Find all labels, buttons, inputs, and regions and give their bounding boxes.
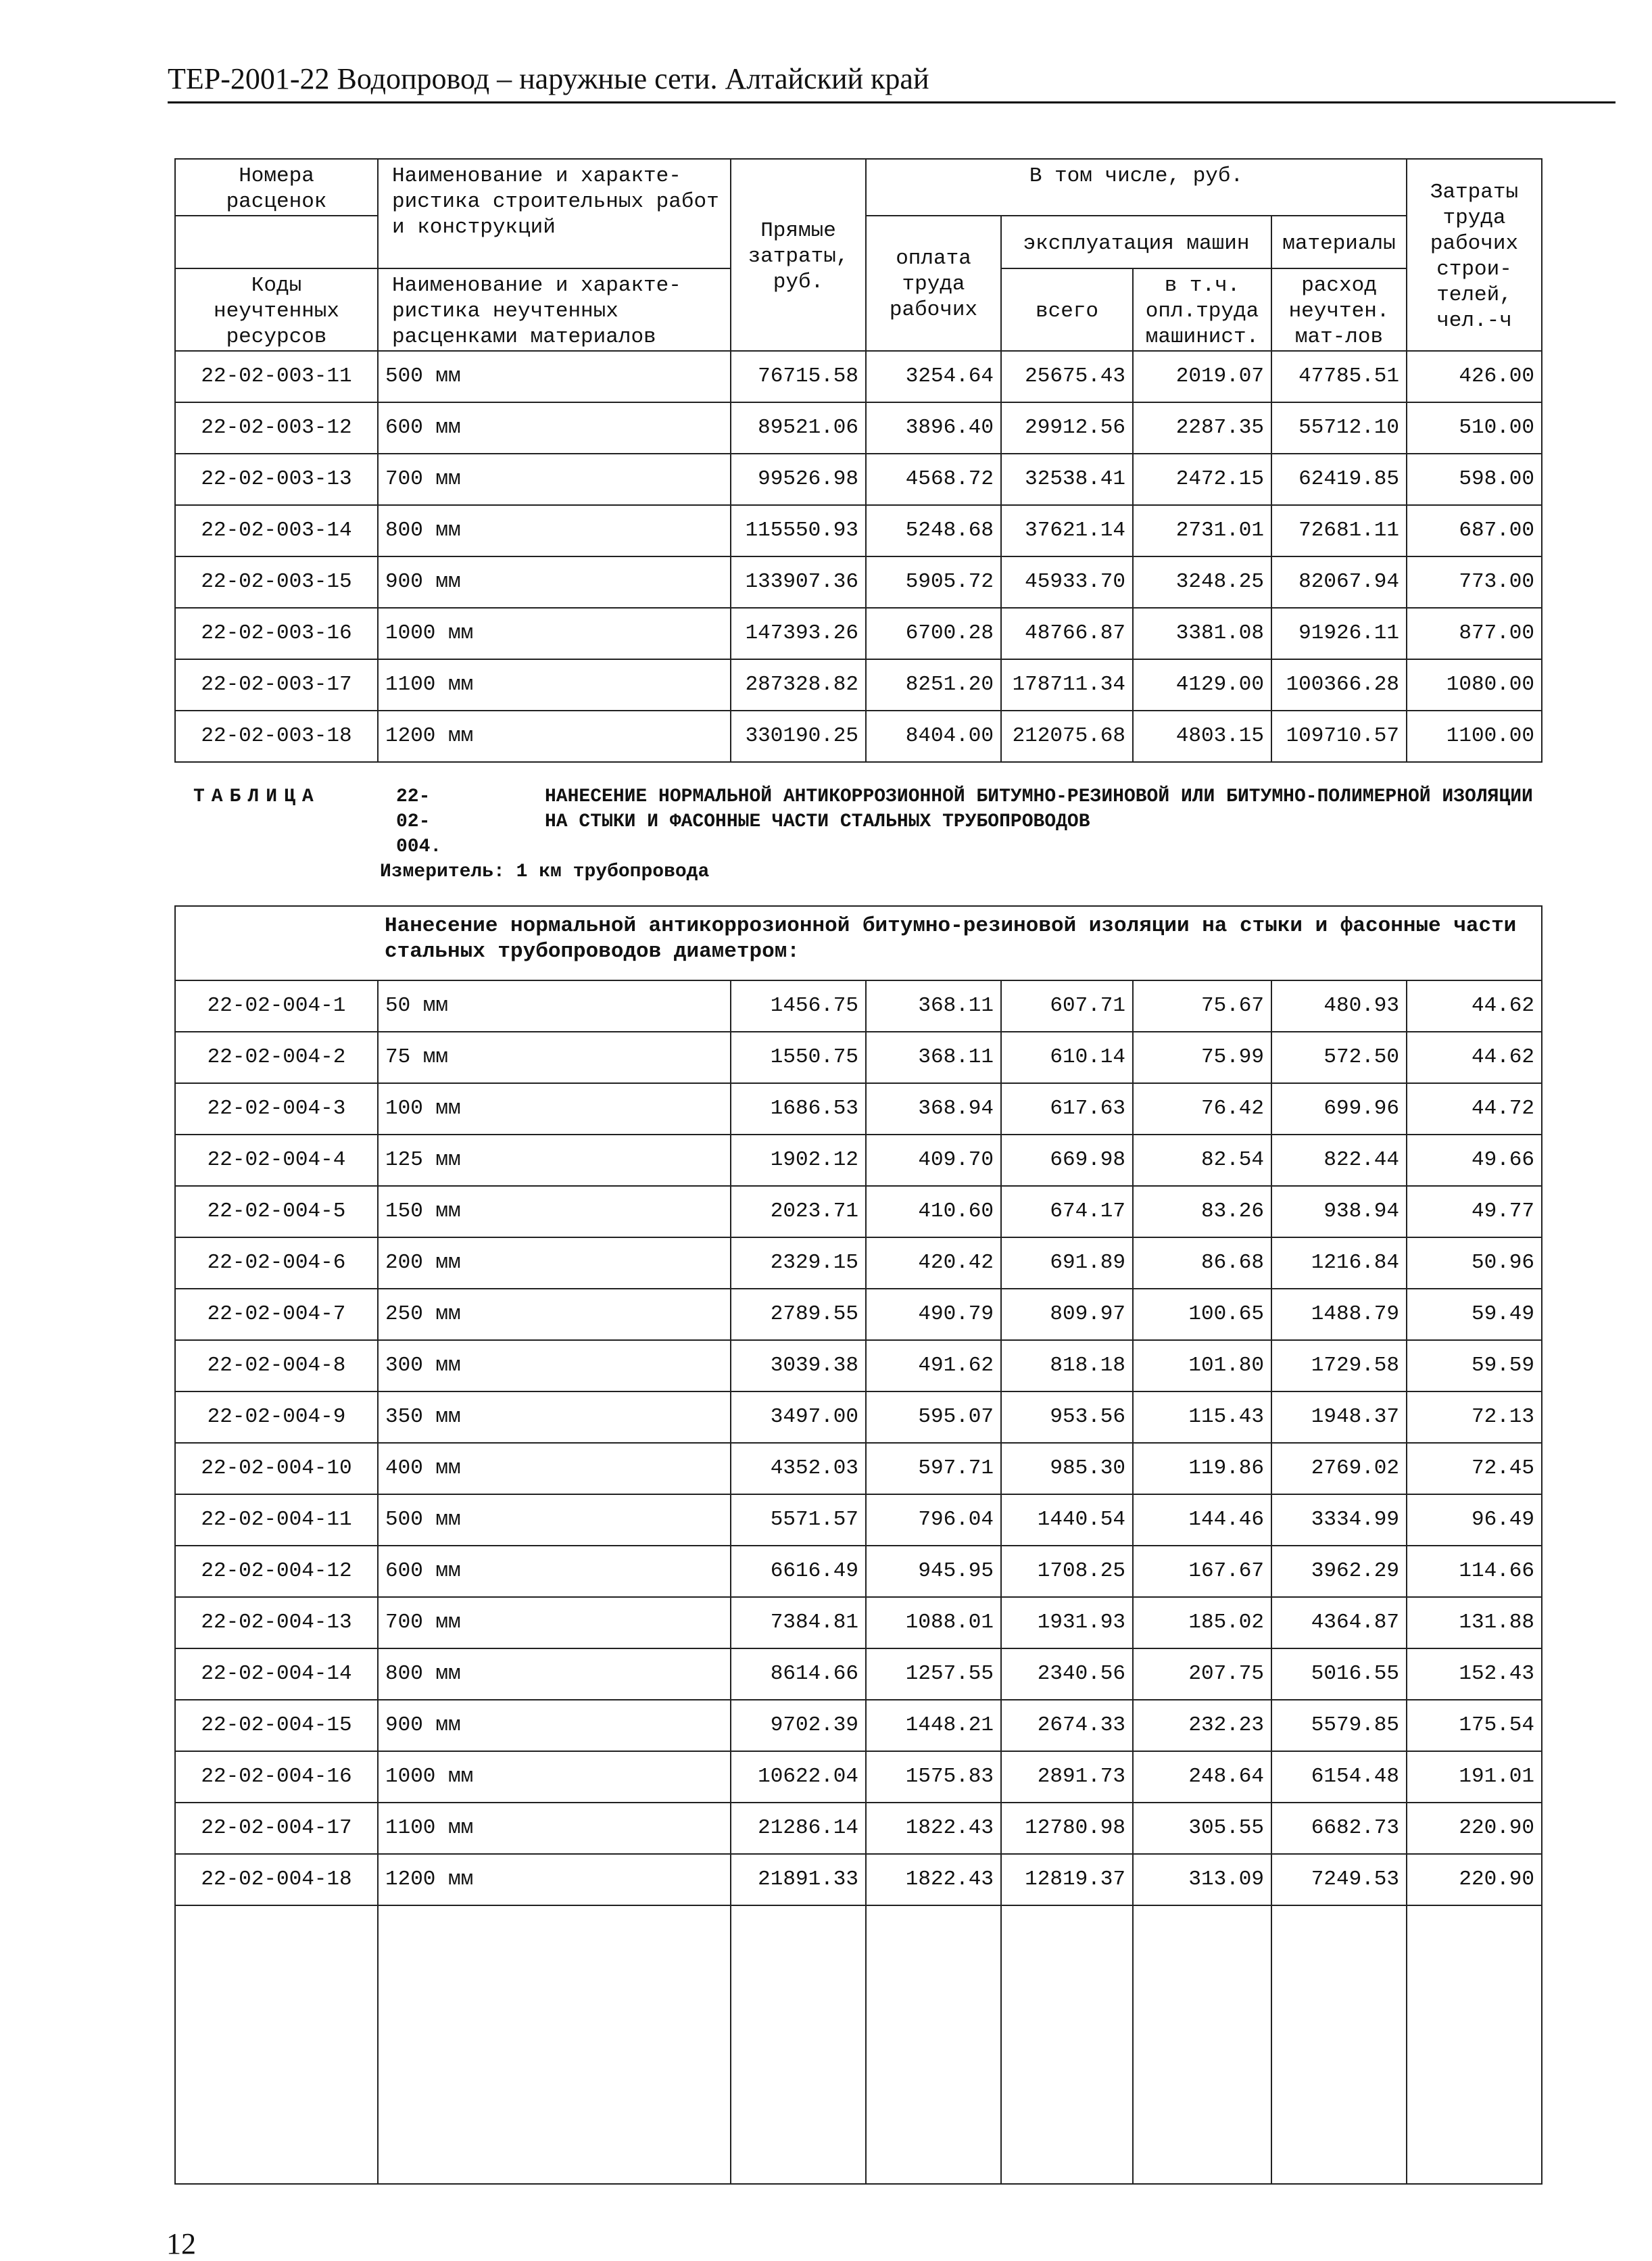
rate-name-cell: 700 мм <box>378 1597 731 1648</box>
section-spacer <box>175 906 378 980</box>
machines-labor-cell: 75.99 <box>1133 1032 1271 1083</box>
labor-hours-cell: 877.00 <box>1407 608 1542 659</box>
machines-labor-cell: 2472.15 <box>1133 454 1271 505</box>
rate-code-cell: 22-02-003-15 <box>175 556 378 608</box>
machines-total-cell: 985.30 <box>1001 1443 1133 1494</box>
empty-cell <box>866 1905 1001 2184</box>
labor-hours-cell: 1100.00 <box>1407 711 1542 762</box>
materials-cell: 7249.53 <box>1271 1854 1407 1905</box>
rate-name-cell: 800 мм <box>378 505 731 556</box>
rate-code-cell: 22-02-004-3 <box>175 1083 378 1135</box>
rate-name-cell: 1000 мм <box>378 1751 731 1803</box>
labor-pay-cell: 491.62 <box>866 1340 1001 1391</box>
labor-pay-cell: 368.11 <box>866 1032 1001 1083</box>
machines-labor-cell: 76.42 <box>1133 1083 1271 1135</box>
table-row <box>175 1751 1542 1803</box>
rate-code-cell: 22-02-004-8 <box>175 1340 378 1391</box>
materials-cell: 822.44 <box>1271 1135 1407 1186</box>
machines-labor-cell: 2731.01 <box>1133 505 1271 556</box>
machines-labor-cell: 248.64 <box>1133 1751 1271 1803</box>
empty-cell <box>378 1905 731 2184</box>
header-direct-costs: Прямые затраты, руб. <box>731 159 866 351</box>
direct-costs-cell: 2329.15 <box>731 1237 866 1289</box>
machines-labor-cell: 115.43 <box>1133 1391 1271 1443</box>
rate-code-cell: 22-02-004-13 <box>175 1597 378 1648</box>
materials-cell: 72681.11 <box>1271 505 1407 556</box>
rate-code-cell: 22-02-004-17 <box>175 1803 378 1854</box>
rate-name-cell: 300 мм <box>378 1340 731 1391</box>
machines-total-cell: 178711.34 <box>1001 659 1133 711</box>
labor-pay-cell: 368.94 <box>866 1083 1001 1135</box>
machines-total-cell: 2891.73 <box>1001 1751 1133 1803</box>
header-code-top: Номера расценок <box>175 159 378 216</box>
rate-code-cell: 22-02-004-11 <box>175 1494 378 1546</box>
materials-cell: 100366.28 <box>1271 659 1407 711</box>
machines-total-cell: 1708.25 <box>1001 1546 1133 1597</box>
table-row <box>175 711 1542 762</box>
header-including: В том числе, руб. <box>866 159 1407 216</box>
header-name-top: Наименование и характе-ристика строительных работ и конструкций <box>378 159 731 268</box>
materials-cell: 3962.29 <box>1271 1546 1407 1597</box>
labor-hours-cell: 510.00 <box>1407 402 1542 454</box>
direct-costs-cell: 21286.14 <box>731 1803 866 1854</box>
machines-total-cell: 674.17 <box>1001 1186 1133 1237</box>
table-row <box>175 659 1542 711</box>
rate-code-cell: 22-02-004-15 <box>175 1700 378 1751</box>
table2-section <box>175 906 1542 980</box>
materials-cell: 1488.79 <box>1271 1289 1407 1340</box>
materials-cell: 572.50 <box>1271 1032 1407 1083</box>
caption-title: НАНЕСЕНИЕ НОРМАЛЬНОЙ АНТИКОРРОЗИОННОЙ БИТУМНО-РЕЗИНОВОЙ ИЛИ БИТУМНО-ПОЛИМЕРНОЙ ИЗОЛЯЦИИ НА СТЫКИ И ФАСОННЫЕ ЧАСТИ СТАЛЬНЫХ ТРУБОПРОВОДОВ <box>545 786 1533 832</box>
header-name-bottom: Наименование и характе-ристика неучтенных расценками материалов <box>378 268 731 351</box>
rate-code-cell: 22-02-003-13 <box>175 454 378 505</box>
labor-hours-cell: 96.49 <box>1407 1494 1542 1546</box>
materials-cell: 82067.94 <box>1271 556 1407 608</box>
direct-costs-cell: 2023.71 <box>731 1186 866 1237</box>
table-row <box>175 351 1542 402</box>
labor-pay-cell: 410.60 <box>866 1186 1001 1237</box>
empty-cell <box>731 1905 866 2184</box>
labor-pay-cell: 1257.55 <box>866 1648 1001 1700</box>
materials-cell: 62419.85 <box>1271 454 1407 505</box>
labor-hours-cell: 59.49 <box>1407 1289 1542 1340</box>
machines-labor-cell: 83.26 <box>1133 1186 1271 1237</box>
machines-labor-cell: 305.55 <box>1133 1803 1271 1854</box>
empty-cell <box>1407 1905 1542 2184</box>
rate-code-cell: 22-02-004-5 <box>175 1186 378 1237</box>
labor-pay-cell: 595.07 <box>866 1391 1001 1443</box>
machines-labor-cell: 3248.25 <box>1133 556 1271 608</box>
direct-costs-cell: 21891.33 <box>731 1854 866 1905</box>
direct-costs-cell: 8614.66 <box>731 1648 866 1700</box>
labor-pay-cell: 945.95 <box>866 1546 1001 1597</box>
rate-code-cell: 22-02-003-12 <box>175 402 378 454</box>
labor-pay-cell: 368.11 <box>866 980 1001 1032</box>
rate-name-cell: 250 мм <box>378 1289 731 1340</box>
machines-total-cell: 953.56 <box>1001 1391 1133 1443</box>
direct-costs-cell: 133907.36 <box>731 556 866 608</box>
rate-name-cell: 200 мм <box>378 1237 731 1289</box>
header-machines: эксплуатация машин <box>1001 216 1271 268</box>
table2-body <box>175 980 1542 2184</box>
rate-code-cell: 22-02-004-10 <box>175 1443 378 1494</box>
labor-hours-cell: 50.96 <box>1407 1237 1542 1289</box>
table-row <box>175 1135 1542 1186</box>
direct-costs-cell: 147393.26 <box>731 608 866 659</box>
rate-code-cell: 22-02-003-16 <box>175 608 378 659</box>
machines-labor-cell: 100.65 <box>1133 1289 1271 1340</box>
materials-cell: 3334.99 <box>1271 1494 1407 1546</box>
labor-hours-cell: 687.00 <box>1407 505 1542 556</box>
machines-total-cell: 607.71 <box>1001 980 1133 1032</box>
table-tail <box>175 1905 1542 2184</box>
machines-total-cell: 1931.93 <box>1001 1597 1133 1648</box>
direct-costs-cell: 10622.04 <box>731 1751 866 1803</box>
materials-cell: 5579.85 <box>1271 1700 1407 1751</box>
table-row <box>175 1032 1542 1083</box>
materials-cell: 6154.48 <box>1271 1751 1407 1803</box>
page-header: ТЕР-2001-22 Водопровод – наружные сети. Алтайский край <box>168 62 929 95</box>
labor-pay-cell: 1575.83 <box>866 1751 1001 1803</box>
labor-pay-cell: 490.79 <box>866 1289 1001 1340</box>
direct-costs-cell: 3497.00 <box>731 1391 866 1443</box>
direct-costs-cell: 4352.03 <box>731 1443 866 1494</box>
table-row <box>175 1546 1542 1597</box>
table-row <box>175 1854 1542 1905</box>
table-row <box>175 454 1542 505</box>
section-note: Нанесение нормальной антикоррозионной битумно-резиновой изоляции на стыки и фасонные части стальных трубопроводов диаметром: <box>378 906 1542 980</box>
labor-pay-cell: 597.71 <box>866 1443 1001 1494</box>
rate-code-cell: 22-02-004-4 <box>175 1135 378 1186</box>
machines-total-cell: 48766.87 <box>1001 608 1133 659</box>
table-row <box>175 1237 1542 1289</box>
labor-hours-cell: 44.62 <box>1407 1032 1542 1083</box>
machines-labor-cell: 82.54 <box>1133 1135 1271 1186</box>
header-machines-incl: в т.ч. опл.труда машинист. <box>1133 268 1271 351</box>
rate-code-cell: 22-02-003-17 <box>175 659 378 711</box>
header-labor-costs: Затраты труда рабочих строи-телей, чел.-ч <box>1407 159 1542 351</box>
materials-cell: 91926.11 <box>1271 608 1407 659</box>
labor-hours-cell: 114.66 <box>1407 1546 1542 1597</box>
rate-name-cell: 500 мм <box>378 1494 731 1546</box>
rate-code-cell: 22-02-003-18 <box>175 711 378 762</box>
materials-cell: 480.93 <box>1271 980 1407 1032</box>
labor-hours-cell: 131.88 <box>1407 1597 1542 1648</box>
table-row <box>175 1648 1542 1700</box>
machines-labor-cell: 101.80 <box>1133 1340 1271 1391</box>
labor-hours-cell: 44.72 <box>1407 1083 1542 1135</box>
machines-total-cell: 818.18 <box>1001 1340 1133 1391</box>
rate-name-cell: 700 мм <box>378 454 731 505</box>
labor-pay-cell: 1088.01 <box>866 1597 1001 1648</box>
direct-costs-cell: 3039.38 <box>731 1340 866 1391</box>
direct-costs-cell: 6616.49 <box>731 1546 866 1597</box>
rates-table-003 <box>174 158 1542 763</box>
machines-labor-cell: 313.09 <box>1133 1854 1271 1905</box>
direct-costs-cell: 115550.93 <box>731 505 866 556</box>
labor-pay-cell: 8404.00 <box>866 711 1001 762</box>
rate-name-cell: 1100 мм <box>378 1803 731 1854</box>
table-row <box>175 505 1542 556</box>
header-materials: материалы <box>1271 216 1407 268</box>
rate-name-cell: 350 мм <box>378 1391 731 1443</box>
rate-name-cell: 1200 мм <box>378 711 731 762</box>
machines-labor-cell: 144.46 <box>1133 1494 1271 1546</box>
rate-name-cell: 900 мм <box>378 556 731 608</box>
rate-code-cell: 22-02-004-2 <box>175 1032 378 1083</box>
rate-name-cell: 600 мм <box>378 402 731 454</box>
labor-pay-cell: 420.42 <box>866 1237 1001 1289</box>
machines-labor-cell: 2019.07 <box>1133 351 1271 402</box>
labor-hours-cell: 191.01 <box>1407 1751 1542 1803</box>
labor-pay-cell: 5248.68 <box>866 505 1001 556</box>
machines-total-cell: 32538.41 <box>1001 454 1133 505</box>
header-machines-total: всего <box>1001 268 1133 351</box>
labor-hours-cell: 220.90 <box>1407 1854 1542 1905</box>
labor-pay-cell: 5905.72 <box>866 556 1001 608</box>
direct-costs-cell: 2789.55 <box>731 1289 866 1340</box>
labor-pay-cell: 8251.20 <box>866 659 1001 711</box>
direct-costs-cell: 89521.06 <box>731 402 866 454</box>
labor-pay-cell: 6700.28 <box>866 608 1001 659</box>
machines-total-cell: 1440.54 <box>1001 1494 1133 1546</box>
table1-header <box>175 159 1542 351</box>
rate-code-cell: 22-02-004-16 <box>175 1751 378 1803</box>
materials-cell: 47785.51 <box>1271 351 1407 402</box>
header-labor-pay: оплата труда рабочих <box>866 216 1001 351</box>
labor-hours-cell: 598.00 <box>1407 454 1542 505</box>
empty-cell <box>175 1905 378 2184</box>
rate-name-cell: 500 мм <box>378 351 731 402</box>
table-row <box>175 1340 1542 1391</box>
labor-hours-cell: 773.00 <box>1407 556 1542 608</box>
empty-cell <box>1001 1905 1133 2184</box>
labor-pay-cell: 1448.21 <box>866 1700 1001 1751</box>
materials-cell: 1948.37 <box>1271 1391 1407 1443</box>
empty-cell <box>1271 1905 1407 2184</box>
table-row <box>175 980 1542 1032</box>
direct-costs-cell: 287328.82 <box>731 659 866 711</box>
materials-cell: 699.96 <box>1271 1083 1407 1135</box>
rate-code-cell: 22-02-004-1 <box>175 980 378 1032</box>
table-row <box>175 1083 1542 1135</box>
table-row <box>175 1803 1542 1854</box>
rate-name-cell: 1000 мм <box>378 608 731 659</box>
machines-total-cell: 212075.68 <box>1001 711 1133 762</box>
table-row <box>175 1391 1542 1443</box>
table-row <box>175 1186 1542 1237</box>
direct-costs-cell: 1550.75 <box>731 1032 866 1083</box>
rate-code-cell: 22-02-004-18 <box>175 1854 378 1905</box>
labor-hours-cell: 49.77 <box>1407 1186 1542 1237</box>
labor-hours-cell: 426.00 <box>1407 351 1542 402</box>
rate-code-cell: 22-02-004-9 <box>175 1391 378 1443</box>
direct-costs-cell: 5571.57 <box>731 1494 866 1546</box>
machines-total-cell: 37621.14 <box>1001 505 1133 556</box>
labor-pay-cell: 4568.72 <box>866 454 1001 505</box>
header-materials-unaccounted: расход неучтен. мат-лов <box>1271 268 1407 351</box>
machines-total-cell: 25675.43 <box>1001 351 1133 402</box>
header-code-bottom: Коды неучтенных ресурсов <box>175 268 378 351</box>
labor-hours-cell: 175.54 <box>1407 1700 1542 1751</box>
table-row <box>175 1443 1542 1494</box>
labor-pay-cell: 1822.43 <box>866 1803 1001 1854</box>
machines-total-cell: 2674.33 <box>1001 1700 1133 1751</box>
labor-hours-cell: 59.59 <box>1407 1340 1542 1391</box>
rate-name-cell: 50 мм <box>378 980 731 1032</box>
caption-label: ТАБЛИЦА <box>193 786 320 807</box>
table1-body <box>175 351 1542 762</box>
direct-costs-cell: 9702.39 <box>731 1700 866 1751</box>
materials-cell: 938.94 <box>1271 1186 1407 1237</box>
rate-name-cell: 100 мм <box>378 1083 731 1135</box>
rate-name-cell: 1200 мм <box>378 1854 731 1905</box>
materials-cell: 1216.84 <box>1271 1237 1407 1289</box>
machines-labor-cell: 3381.08 <box>1133 608 1271 659</box>
rate-code-cell: 22-02-004-6 <box>175 1237 378 1289</box>
machines-total-cell: 12780.98 <box>1001 1803 1133 1854</box>
materials-cell: 4364.87 <box>1271 1597 1407 1648</box>
machines-labor-cell: 75.67 <box>1133 980 1271 1032</box>
empty-cell <box>1133 1905 1271 2184</box>
machines-labor-cell: 207.75 <box>1133 1648 1271 1700</box>
table-row <box>175 556 1542 608</box>
rate-name-cell: 75 мм <box>378 1032 731 1083</box>
labor-hours-cell: 220.90 <box>1407 1803 1542 1854</box>
table-row <box>175 402 1542 454</box>
machines-total-cell: 610.14 <box>1001 1032 1133 1083</box>
labor-hours-cell: 152.43 <box>1407 1648 1542 1700</box>
machines-labor-cell: 232.23 <box>1133 1700 1271 1751</box>
direct-costs-cell: 99526.98 <box>731 454 866 505</box>
direct-costs-cell: 76715.58 <box>731 351 866 402</box>
direct-costs-cell: 1456.75 <box>731 980 866 1032</box>
machines-total-cell: 2340.56 <box>1001 1648 1133 1700</box>
materials-cell: 5016.55 <box>1271 1648 1407 1700</box>
labor-hours-cell: 49.66 <box>1407 1135 1542 1186</box>
header-rule <box>168 101 1615 103</box>
table-row <box>175 1597 1542 1648</box>
machines-labor-cell: 4129.00 <box>1133 659 1271 711</box>
labor-hours-cell: 1080.00 <box>1407 659 1542 711</box>
direct-costs-cell: 330190.25 <box>731 711 866 762</box>
machines-labor-cell: 86.68 <box>1133 1237 1271 1289</box>
labor-hours-cell: 72.45 <box>1407 1443 1542 1494</box>
machines-labor-cell: 119.86 <box>1133 1443 1271 1494</box>
labor-pay-cell: 409.70 <box>866 1135 1001 1186</box>
labor-pay-cell: 796.04 <box>866 1494 1001 1546</box>
rate-code-cell: 22-02-003-14 <box>175 505 378 556</box>
caption-unit: Измеритель: 1 км трубопровода <box>380 861 710 882</box>
machines-labor-cell: 185.02 <box>1133 1597 1271 1648</box>
table-row <box>175 1494 1542 1546</box>
materials-cell: 2769.02 <box>1271 1443 1407 1494</box>
machines-total-cell: 12819.37 <box>1001 1854 1133 1905</box>
caption-table-id: 22-02-004. <box>396 786 442 857</box>
materials-cell: 55712.10 <box>1271 402 1407 454</box>
rate-name-cell: 150 мм <box>378 1186 731 1237</box>
labor-pay-cell: 3254.64 <box>866 351 1001 402</box>
labor-hours-cell: 72.13 <box>1407 1391 1542 1443</box>
machines-total-cell: 45933.70 <box>1001 556 1133 608</box>
page-number: 12 <box>166 2227 196 2260</box>
table-row <box>175 1700 1542 1751</box>
rate-code-cell: 22-02-003-11 <box>175 351 378 402</box>
materials-cell: 6682.73 <box>1271 1803 1407 1854</box>
rate-name-cell: 800 мм <box>378 1648 731 1700</box>
labor-pay-cell: 1822.43 <box>866 1854 1001 1905</box>
rate-code-cell: 22-02-004-7 <box>175 1289 378 1340</box>
labor-pay-cell: 3896.40 <box>866 402 1001 454</box>
machines-labor-cell: 2287.35 <box>1133 402 1271 454</box>
rate-name-cell: 600 мм <box>378 1546 731 1597</box>
machines-total-cell: 691.89 <box>1001 1237 1133 1289</box>
materials-cell: 1729.58 <box>1271 1340 1407 1391</box>
header-code-spacer <box>175 216 378 268</box>
rate-name-cell: 125 мм <box>378 1135 731 1186</box>
labor-hours-cell: 44.62 <box>1407 980 1542 1032</box>
direct-costs-cell: 1686.53 <box>731 1083 866 1135</box>
machines-total-cell: 669.98 <box>1001 1135 1133 1186</box>
table-row <box>175 608 1542 659</box>
machines-labor-cell: 167.67 <box>1133 1546 1271 1597</box>
rates-table-004 <box>174 905 1542 2185</box>
machines-total-cell: 29912.56 <box>1001 402 1133 454</box>
machines-total-cell: 809.97 <box>1001 1289 1133 1340</box>
rate-code-cell: 22-02-004-14 <box>175 1648 378 1700</box>
rate-name-cell: 900 мм <box>378 1700 731 1751</box>
table-row <box>175 1289 1542 1340</box>
materials-cell: 109710.57 <box>1271 711 1407 762</box>
rate-name-cell: 400 мм <box>378 1443 731 1494</box>
rate-name-cell: 1100 мм <box>378 659 731 711</box>
direct-costs-cell: 7384.81 <box>731 1597 866 1648</box>
machines-labor-cell: 4803.15 <box>1133 711 1271 762</box>
direct-costs-cell: 1902.12 <box>731 1135 866 1186</box>
rate-code-cell: 22-02-004-12 <box>175 1546 378 1597</box>
machines-total-cell: 617.63 <box>1001 1083 1133 1135</box>
